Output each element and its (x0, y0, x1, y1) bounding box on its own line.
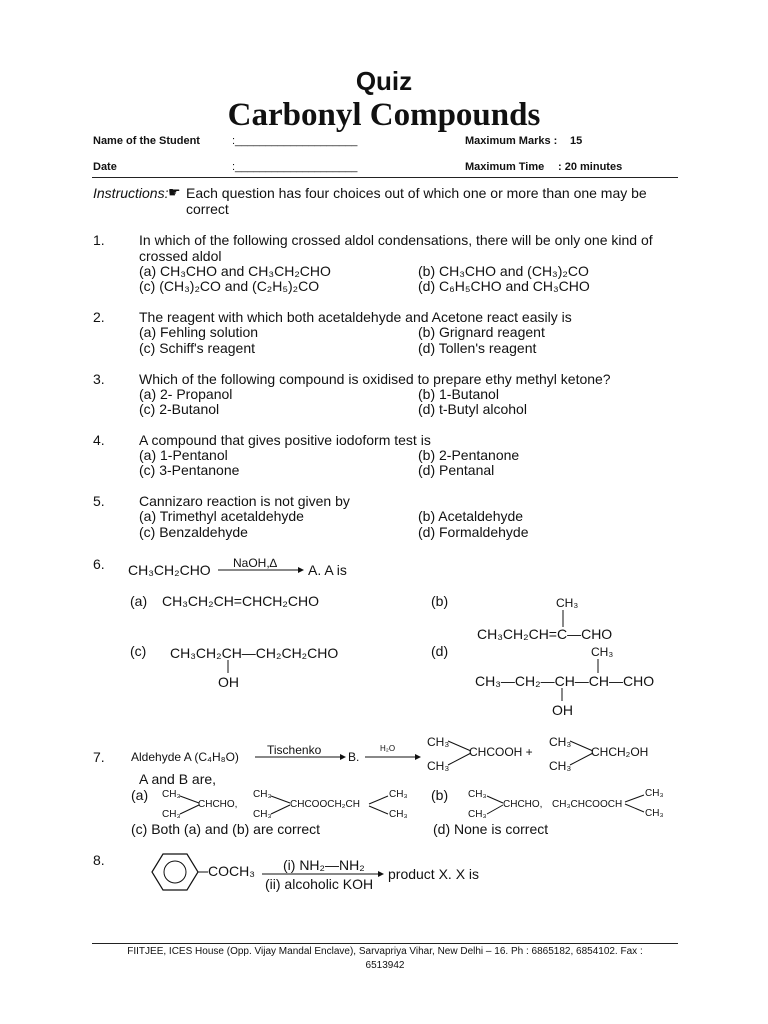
option-b-label: (b) (431, 593, 449, 609)
instructions-line-1: Each question has four choices out of which one or more than one may be (186, 185, 647, 201)
q8-product-text: product X. X is (388, 866, 480, 882)
option-b: CH₃CH₂CH=C—CHO (477, 626, 613, 642)
methyl-group: CH₃ (253, 809, 272, 820)
option-b-label: (b) (431, 787, 449, 803)
question-text: The reagent with which both acetaldehyde and Acetone react easily is (139, 309, 572, 325)
option-a: (a) Fehling solution (139, 324, 259, 340)
option-b: (b) 1-Butanol (418, 386, 499, 402)
methyl-group: CH₃ (468, 809, 487, 820)
question-text: Cannizaro reaction is not given by (139, 493, 350, 509)
q7-start: Aldehyde A (C₄H₈O) (131, 750, 239, 764)
option-a: CH₃CH₂CH=CHCH₂CHO (162, 593, 319, 609)
footer-address: FIITJEE, ICES House (Opp. Vijay Mandal Enclave), Sarvapriya Vihar, New Delhi – 16. Ph : 6865182, 6854102. Fax : (127, 946, 643, 957)
methyl-branch: CH₃ (556, 596, 579, 610)
methyl-group: CH₃ (549, 759, 572, 773)
q7-reagent-2: H₂O (380, 744, 396, 753)
max-marks-label: Maximum Marks : (465, 135, 558, 147)
option-c: CH₃CH₂CH—CH₂CH₂CHO (170, 645, 339, 661)
option-b: (b) Acetaldehyde (418, 508, 524, 524)
option-b: (b) CH₃CHO and (CH₃)₂CO (418, 263, 589, 279)
q6-product-text: A. A is (308, 562, 347, 578)
methyl-branch: CH₃ (591, 645, 614, 659)
option-d: (d) Pentanal (418, 462, 495, 478)
question-text: Which of the following compound is oxidised to prepare ethy methyl ketone? (139, 371, 611, 387)
option-c: (c) Both (a) and (b) are correct (131, 821, 321, 837)
option-d: (d) C₆H₅CHO and CH₃CHO (418, 278, 590, 294)
quiz-heading: Quiz (355, 66, 413, 96)
methyl-group: CH₃ (645, 808, 664, 819)
option-c: (c) Schiff's reagent (139, 340, 256, 356)
option-b-structure-1: CHCHO, (503, 799, 543, 810)
date-blank: :____________________ (232, 161, 358, 173)
student-name-label: Name of the Student (93, 135, 200, 147)
methyl-group: CH₃ (389, 809, 408, 820)
student-name-blank: :____________________ (232, 135, 358, 147)
option-a: (a) 1-Pentanol (139, 447, 228, 463)
date-label: Date (93, 161, 117, 173)
q7-reagent-1: Tischenko (267, 743, 322, 757)
question-number: 8. (93, 852, 105, 868)
question-number: 2. (93, 309, 105, 325)
footer-fax: 6513942 (365, 960, 405, 971)
pointing-hand-icon: ☛ (168, 184, 181, 200)
max-marks-value: 15 (570, 135, 583, 147)
option-d: (d) Tollen's reagent (418, 340, 537, 356)
methyl-group: CH₃ (645, 788, 664, 799)
question-number: 1. (93, 232, 105, 248)
page-title: Carbonyl Compounds (227, 97, 541, 133)
methyl-group: CH₃ (162, 809, 181, 820)
methyl-group: CH₃ (427, 735, 450, 749)
option-c-label: (c) (130, 643, 147, 659)
question-number: 5. (93, 493, 105, 509)
option-a-label: (a) (130, 593, 148, 609)
question-number: 4. (93, 432, 105, 448)
option-a: (a) 2- Propanol (139, 386, 233, 402)
option-a-label: (a) (131, 787, 149, 803)
q6-reagent: NaOH,∆ (233, 556, 278, 570)
option-c: (c) 3-Pentanone (139, 462, 240, 478)
hydroxyl-group: OH (218, 674, 239, 690)
question-number: 6. (93, 556, 105, 572)
question-number: 3. (93, 371, 105, 387)
instructions-label: Instructions: (93, 185, 169, 201)
question-text: A and B are, (139, 771, 217, 787)
option-a-structure-1: CHCHO, (198, 799, 238, 810)
question-text: crossed aldol (139, 248, 222, 264)
option-c: (c) 2-Butanol (139, 401, 220, 417)
max-time-value: : 20 minutes (558, 161, 623, 173)
option-d-label: (d) (431, 643, 449, 659)
footer-divider (92, 943, 678, 944)
methyl-group: CH₃ (427, 759, 450, 773)
option-b: (b) Grignard reagent (418, 324, 545, 340)
instructions-line-2: correct (186, 201, 229, 217)
option-d: (d) None is correct (433, 821, 549, 837)
option-d: (d) t-Butyl alcohol (418, 401, 527, 417)
question-number: 7. (93, 749, 105, 765)
hydroxyl-group: OH (552, 702, 573, 718)
methyl-group: CH₃ (389, 789, 408, 800)
q7-product-1: CHCOOH + (469, 745, 533, 759)
option-a: (a) CH₃CHO and CH₃CH₂CHO (139, 263, 331, 279)
q8-substituent: COCH₃ (208, 863, 255, 879)
option-c: (c) Benzaldehyde (139, 524, 248, 540)
question-text: In which of the following crossed aldol condensations, there will be only one kind of (139, 232, 653, 248)
q8-reagent-1: (i) NH₂—NH₂ (283, 857, 365, 873)
option-c: (c) (CH₃)₂CO and (C₂H₅)₂CO (139, 278, 320, 294)
option-a-structure-2: CHCOOCH₂CH (290, 799, 360, 810)
methyl-group: CH₃ (253, 789, 272, 800)
methyl-group: CH₃ (468, 789, 487, 800)
question-text: A compound that gives positive iodoform test is (139, 432, 431, 448)
option-d: CH₃—CH₂—CH—CH—CHO (475, 673, 655, 689)
methyl-group: CH₃ (162, 789, 181, 800)
option-d: (d) Formaldehyde (418, 524, 529, 540)
option-b: (b) 2-Pentanone (418, 447, 520, 463)
q7-intermediate: B. (348, 750, 360, 764)
option-b-structure-2: CH₃CHCOOCH (552, 799, 623, 810)
option-a: (a) Trimethyl acetaldehyde (139, 508, 304, 524)
q7-product-2: CHCH₂OH (591, 745, 649, 759)
q6-reactant: CH₃CH₂CHO (128, 562, 211, 578)
q8-reagent-2: (ii) alcoholic KOH (265, 876, 374, 892)
methyl-group: CH₃ (549, 735, 572, 749)
max-time-label: Maximum Time (465, 161, 545, 173)
